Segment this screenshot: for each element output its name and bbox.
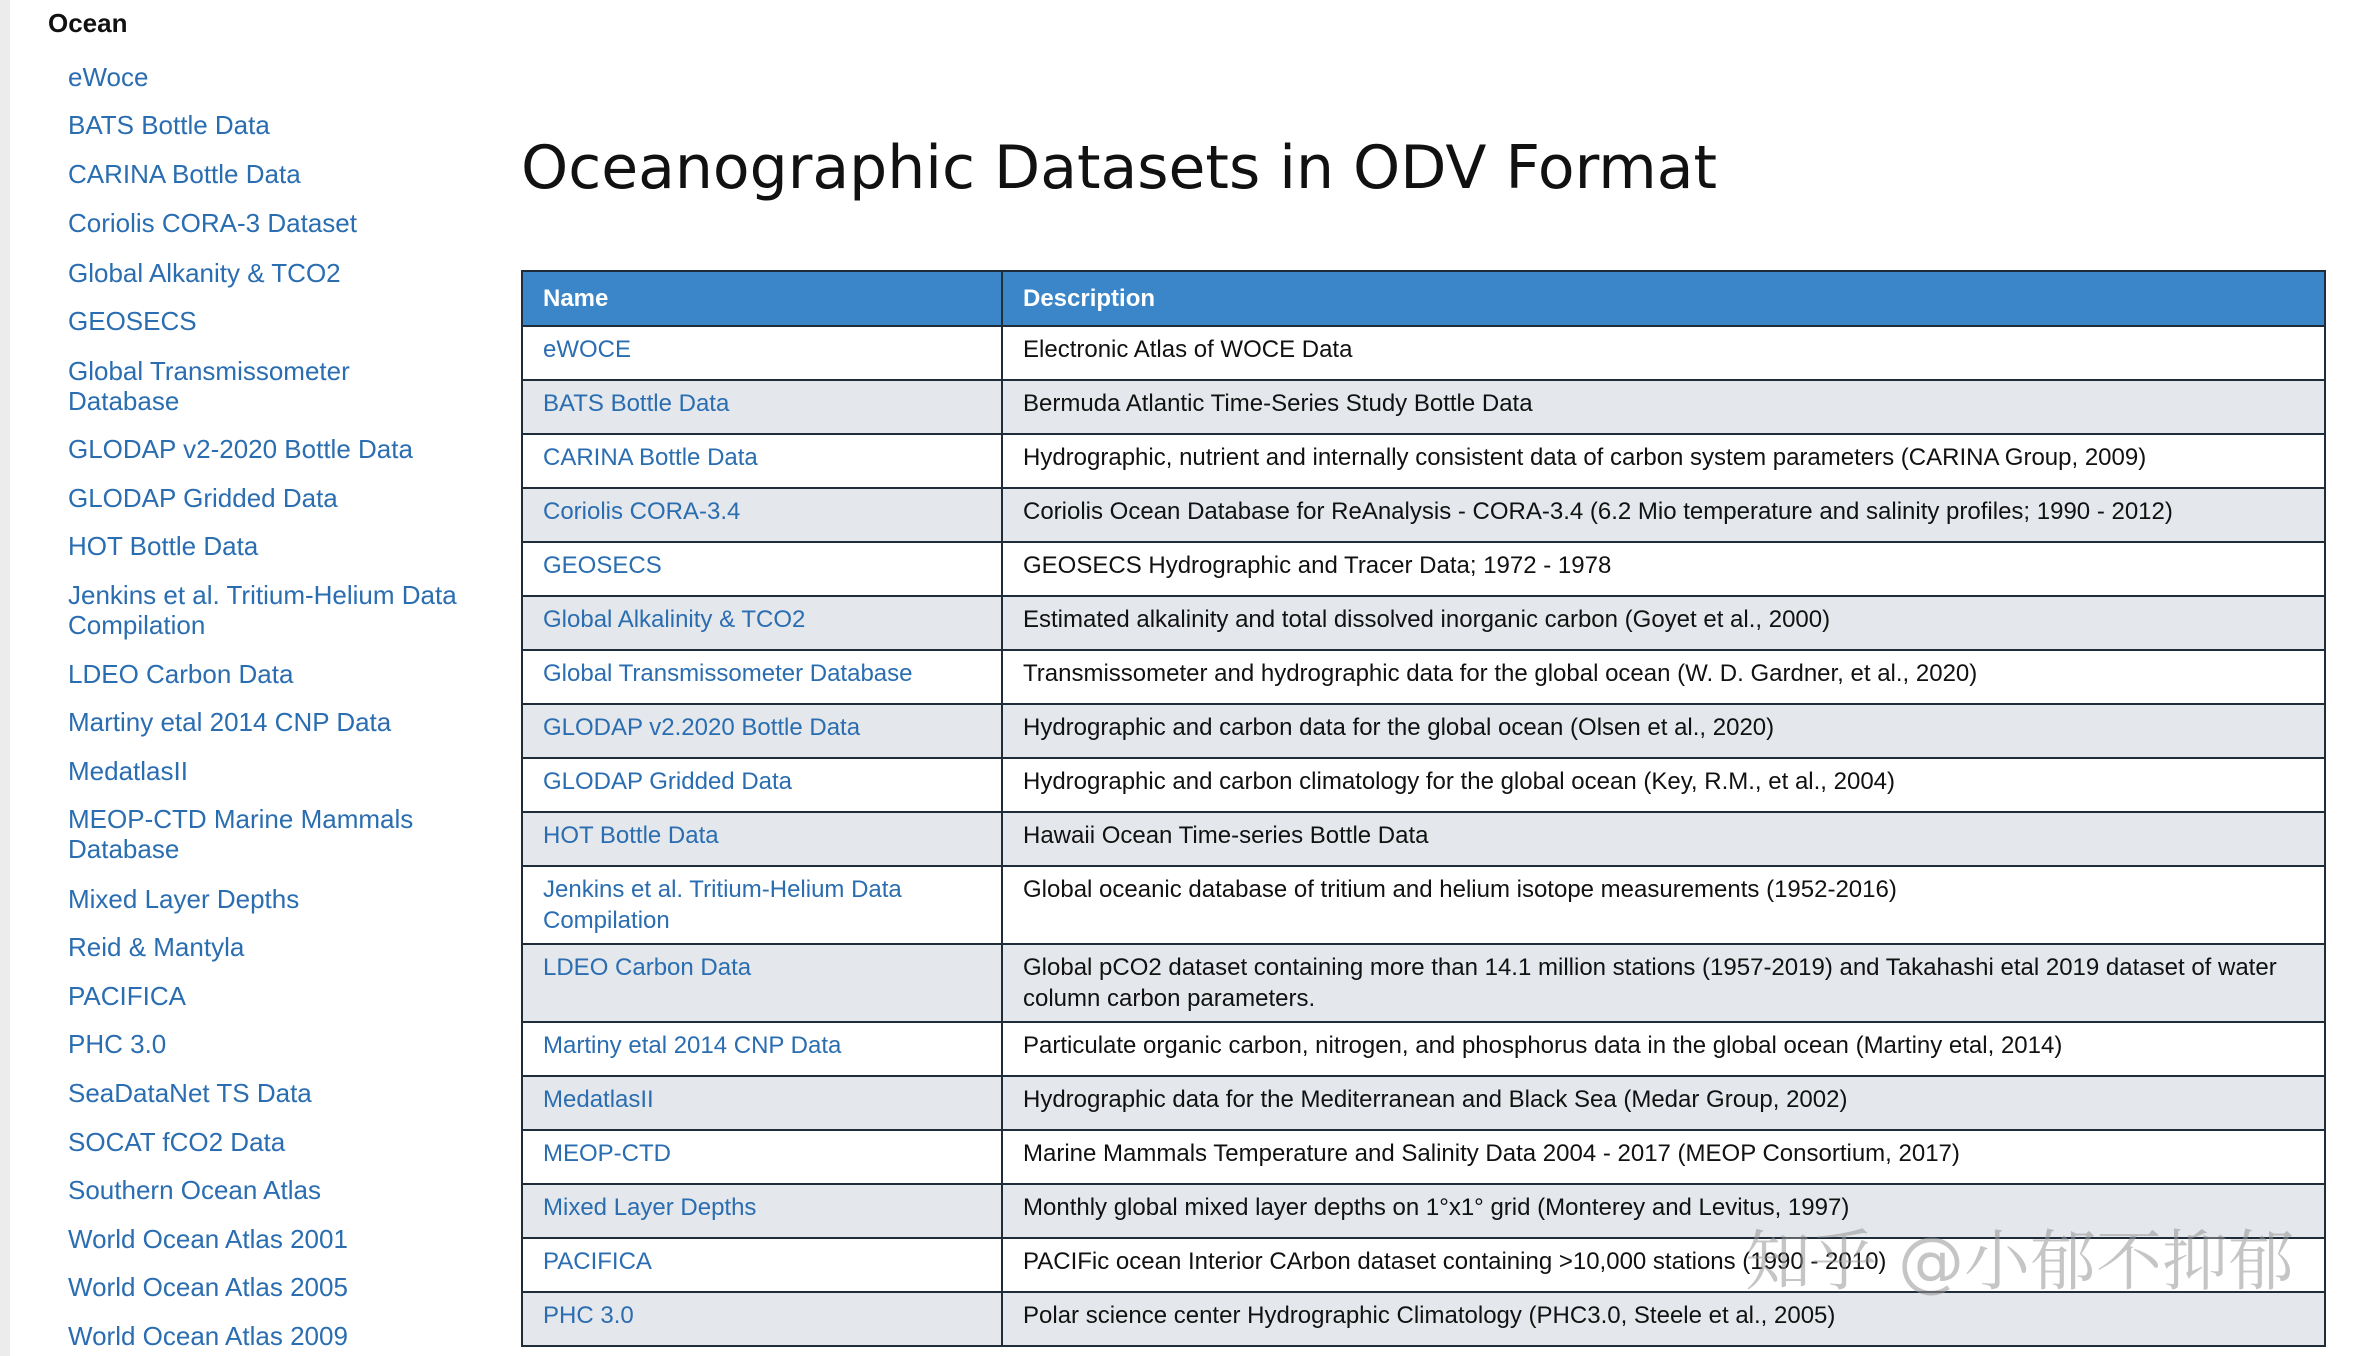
dataset-name-link[interactable]: PHC 3.0 [522, 1292, 1002, 1346]
sidebar-item-bats-bottle-data[interactable]: BATS Bottle Data [68, 110, 270, 140]
table-row [522, 596, 2325, 650]
dataset-description: Hydrographic and carbon climatology for the global ocean (Key, R.M., et al., 2004) [1002, 758, 2325, 812]
sidebar-item-glodap-gridded[interactable]: GLODAP Gridded Data [68, 483, 338, 513]
datasets-table [521, 270, 2326, 1347]
dataset-description: Hydrographic data for the Mediterranean and Black Sea (Medar Group, 2002) [1002, 1076, 2325, 1130]
sidebar-item-ewoce[interactable]: eWoce [68, 62, 149, 92]
sidebar-item-glodap-v2-bottle[interactable]: GLODAP v2-2020 Bottle Data [68, 434, 413, 464]
dataset-description: Transmissometer and hydrographic data for the global ocean (W. D. Gardner, et al., 2020) [1002, 650, 2325, 704]
sidebar-item-global-alkanity[interactable]: Global Alkanity & TCO2 [68, 258, 341, 288]
dataset-description: Hydrographic and carbon data for the global ocean (Olsen et al., 2020) [1002, 704, 2325, 758]
column-header-description: Description [1002, 271, 2325, 326]
sidebar-item-jenkins-tritium-helium[interactable]: Jenkins et al. Tritium-Helium Data Compilation [68, 580, 457, 640]
sidebar-item-ldeo-carbon-data[interactable]: LDEO Carbon Data [68, 659, 294, 689]
column-header-name: Name [522, 271, 1002, 326]
sidebar-item-woa-2001[interactable]: World Ocean Atlas 2001 [68, 1224, 348, 1254]
table-row [522, 1292, 2325, 1346]
table-row [522, 866, 2325, 944]
dataset-name-link[interactable]: GLODAP v2.2020 Bottle Data [522, 704, 1002, 758]
sidebar-item-woa-2009[interactable]: World Ocean Atlas 2009 [68, 1321, 348, 1351]
dataset-description: Marine Mammals Temperature and Salinity Data 2004 - 2017 (MEOP Consortium, 2017) [1002, 1130, 2325, 1184]
table-row [522, 488, 2325, 542]
sidebar-item-geosecs[interactable]: GEOSECS [68, 306, 197, 336]
dataset-description: Monthly global mixed layer depths on 1°x1° grid (Monterey and Levitus, 1997) [1002, 1184, 2325, 1238]
table-row [522, 1184, 2325, 1238]
dataset-description: Polar science center Hydrographic Climatology (PHC3.0, Steele et al., 2005) [1002, 1292, 2325, 1346]
dataset-name-link[interactable]: MedatlasII [522, 1076, 1002, 1130]
sidebar-item-phc-3[interactable]: PHC 3.0 [68, 1029, 167, 1059]
table-row [522, 704, 2325, 758]
dataset-name-link[interactable]: Coriolis CORA-3.4 [522, 488, 1002, 542]
sidebar-item-southern-ocean-atlas[interactable]: Southern Ocean Atlas [68, 1175, 321, 1205]
page-title: Oceanographic Datasets in ODV Format [521, 133, 1717, 203]
table-row [522, 758, 2325, 812]
sidebar-item-martiny-cnp-data[interactable]: Martiny etal 2014 CNP Data [68, 707, 392, 737]
dataset-name-link[interactable]: Mixed Layer Depths [522, 1184, 1002, 1238]
dataset-name-link[interactable]: PACIFICA [522, 1238, 1002, 1292]
sidebar-item-mixed-layer-depths[interactable]: Mixed Layer Depths [68, 884, 300, 914]
dataset-description: Electronic Atlas of WOCE Data [1002, 326, 2325, 380]
table-row [522, 1238, 2325, 1292]
sidebar-item-global-transmissometer[interactable]: Global Transmissometer Database [68, 356, 350, 416]
page-left-border [0, 0, 10, 1356]
dataset-name-link[interactable]: Global Transmissometer Database [522, 650, 1002, 704]
dataset-name-link[interactable]: eWOCE [522, 326, 1002, 380]
sidebar-item-woa-2005[interactable]: World Ocean Atlas 2005 [68, 1272, 348, 1302]
table-row [522, 650, 2325, 704]
dataset-description: Estimated alkalinity and total dissolved inorganic carbon (Goyet et al., 2000) [1002, 596, 2325, 650]
sidebar-heading: Ocean [48, 8, 128, 38]
table-row [522, 812, 2325, 866]
zhihu-watermark: 知乎 @小郁不抑郁 [1745, 1223, 2294, 1300]
dataset-description: Global pCO2 dataset containing more than 14.1 million stations (1957-2019) and Takahashi etal 2019 dataset of water column carbon parameters. [1002, 944, 2325, 1022]
table-row [522, 1076, 2325, 1130]
dataset-name-link[interactable]: CARINA Bottle Data [522, 434, 1002, 488]
table-row [522, 434, 2325, 488]
dataset-name-link[interactable]: BATS Bottle Data [522, 380, 1002, 434]
dataset-name-link[interactable]: GLODAP Gridded Data [522, 758, 1002, 812]
table-row [522, 326, 2325, 380]
dataset-description: Hawaii Ocean Time-series Bottle Data [1002, 812, 2325, 866]
dataset-name-link[interactable]: Global Alkalinity & TCO2 [522, 596, 1002, 650]
dataset-name-link[interactable]: HOT Bottle Data [522, 812, 1002, 866]
table-row [522, 944, 2325, 1022]
table-row [522, 380, 2325, 434]
sidebar-item-seadatanet-ts[interactable]: SeaDataNet TS Data [68, 1078, 312, 1108]
table-row [522, 1130, 2325, 1184]
dataset-description: Bermuda Atlantic Time-Series Study Bottle Data [1002, 380, 2325, 434]
dataset-name-link[interactable]: MEOP-CTD [522, 1130, 1002, 1184]
dataset-description: Global oceanic database of tritium and helium isotope measurements (1952-2016) [1002, 866, 2325, 944]
sidebar-item-coriolis-cora3[interactable]: Coriolis CORA-3 Dataset [68, 208, 357, 238]
sidebar-item-meop-ctd[interactable]: MEOP-CTD Marine Mammals Database [68, 804, 414, 864]
dataset-description: Hydrographic, nutrient and internally consistent data of carbon system parameters (CARINA Group, 2009) [1002, 434, 2325, 488]
dataset-description: Particulate organic carbon, nitrogen, and phosphorus data in the global ocean (Martiny etal, 2014) [1002, 1022, 2325, 1076]
sidebar-item-carina-bottle-data[interactable]: CARINA Bottle Data [68, 159, 301, 189]
sidebar-item-medatlasii[interactable]: MedatlasII [68, 756, 188, 786]
sidebar-item-socat-fco2[interactable]: SOCAT fCO2 Data [68, 1127, 286, 1157]
dataset-name-link[interactable]: LDEO Carbon Data [522, 944, 1002, 1022]
table-row [522, 1022, 2325, 1076]
table-row [522, 542, 2325, 596]
dataset-description: GEOSECS Hydrographic and Tracer Data; 1972 - 1978 [1002, 542, 2325, 596]
dataset-description: Coriolis Ocean Database for ReAnalysis - CORA-3.4 (6.2 Mio temperature and salinity profiles; 1990 - 2012) [1002, 488, 2325, 542]
dataset-name-link[interactable]: Jenkins et al. Tritium-Helium Data Compilation [522, 866, 1002, 944]
sidebar-item-pacifica[interactable]: PACIFICA [68, 981, 186, 1011]
sidebar-item-reid-mantyla[interactable]: Reid & Mantyla [68, 932, 245, 962]
dataset-description: PACIFic ocean Interior CArbon dataset containing >10,000 stations (1990 - 2010) [1002, 1238, 2325, 1292]
dataset-name-link[interactable]: Martiny etal 2014 CNP Data [522, 1022, 1002, 1076]
sidebar-item-hot-bottle-data[interactable]: HOT Bottle Data [68, 531, 259, 561]
dataset-name-link[interactable]: GEOSECS [522, 542, 1002, 596]
table-header-row [522, 271, 2325, 326]
